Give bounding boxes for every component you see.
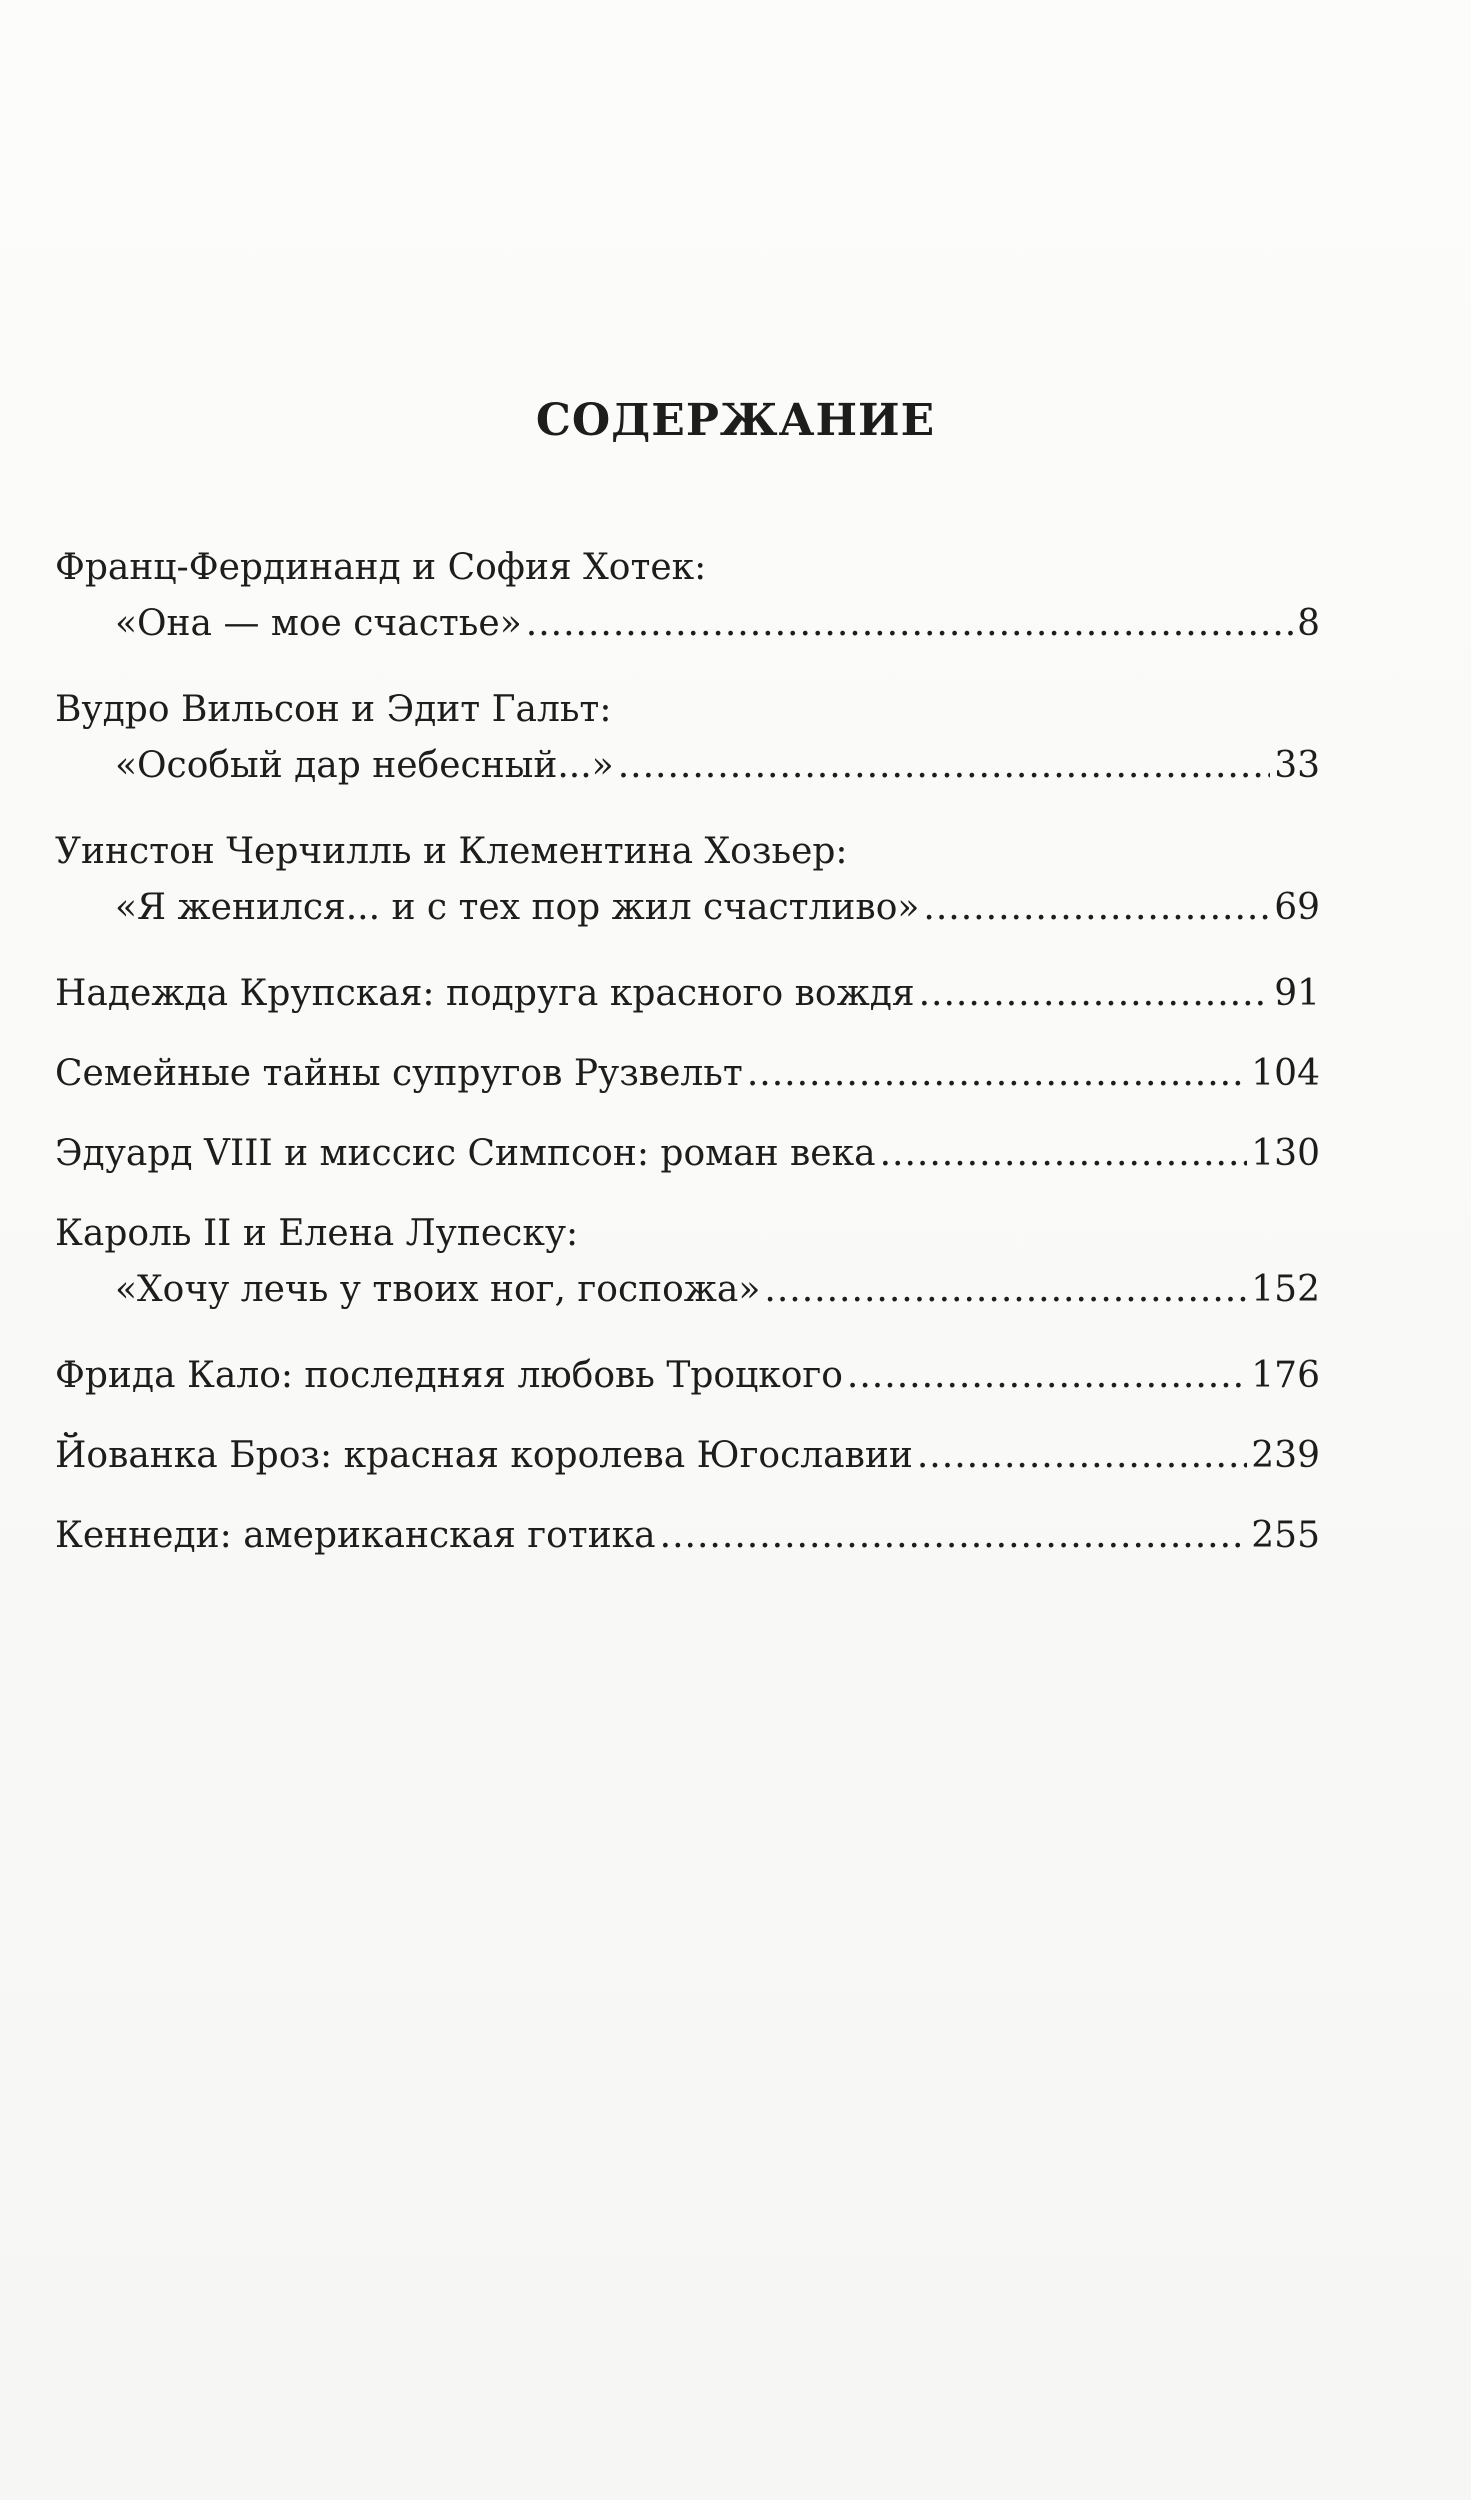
toc-dot-leader [847, 1348, 1247, 1404]
toc-entry-title: «Хочу лечь у твоих ног, госпожа» [115, 1269, 761, 1310]
toc-entry [55, 966, 1320, 1022]
toc-entry-title: «Она — мое счастье» [115, 603, 522, 644]
toc-entry-title: Йованка Броз: красная королева Югославии [55, 1435, 913, 1476]
toc-page-number: 130 [1251, 1133, 1320, 1174]
toc-page-number: 176 [1251, 1355, 1320, 1396]
toc-page-number: 33 [1274, 745, 1320, 786]
toc-entry-row [55, 1046, 1320, 1102]
toc-entry-row [55, 1508, 1320, 1564]
toc-entry [55, 1206, 1320, 1318]
toc-page-number: 8 [1297, 603, 1320, 644]
toc-entry-row [55, 966, 1320, 1022]
toc-entry [55, 1126, 1320, 1182]
toc-entry [55, 824, 1320, 936]
toc-entry-row [55, 1348, 1320, 1404]
toc-page-number: 91 [1274, 973, 1320, 1014]
toc-entry-title: «Особый дар небесный...» [115, 745, 614, 786]
toc-page-number: 152 [1251, 1269, 1320, 1310]
toc-page-number: 69 [1274, 887, 1320, 928]
toc-entry [55, 1046, 1320, 1102]
toc-entry-row [55, 596, 1320, 652]
toc-entry-row [55, 880, 1320, 936]
toc-entry-heading: Франц-Фердинанд и София Хотек: [55, 547, 707, 588]
toc-dot-leader [747, 1046, 1247, 1102]
toc-dot-leader [526, 596, 1293, 652]
toc-entry [55, 682, 1320, 794]
table-of-contents [55, 540, 1320, 1588]
toc-entry [55, 540, 1320, 652]
toc-page-number: 239 [1251, 1435, 1320, 1476]
toc-entry-row [55, 1126, 1320, 1182]
toc-dot-leader [618, 738, 1270, 794]
toc-entry-title: Эдуард VIII и миссис Симпсон: роман века [55, 1133, 876, 1174]
toc-entry-row [55, 1262, 1320, 1318]
toc-entry-title: Кеннеди: американская готика [55, 1515, 656, 1556]
toc-dot-leader [919, 966, 1271, 1022]
toc-dot-leader [917, 1428, 1247, 1484]
toc-entry-title: Надежда Крупская: подруга красного вождя [55, 973, 915, 1014]
toc-dot-leader [923, 880, 1270, 936]
toc-entry-title: Фрида Кало: последняя любовь Троцкого [55, 1355, 843, 1396]
toc-entry-title: «Я женился... и с тех пор жил счастливо» [115, 887, 920, 928]
toc-dot-leader [880, 1126, 1248, 1182]
toc-entry-heading: Уинстон Черчилль и Клементина Хозьер: [55, 831, 848, 872]
toc-entry [55, 1508, 1320, 1564]
toc-dot-leader [764, 1262, 1247, 1318]
toc-page-number: 255 [1251, 1515, 1320, 1556]
toc-entry-row [55, 738, 1320, 794]
toc-entry [55, 1428, 1320, 1484]
toc-entry [55, 1348, 1320, 1404]
toc-page-number: 104 [1251, 1053, 1320, 1094]
toc-entry-title: Семейные тайны супругов Рузвельт [55, 1053, 743, 1094]
toc-dot-leader [660, 1508, 1248, 1564]
toc-entry-heading: Вудро Вильсон и Эдит Гальт: [55, 689, 612, 730]
toc-entry-heading: Кароль II и Елена Лупеску: [55, 1213, 579, 1254]
toc-title: СОДЕРЖАНИЕ [535, 395, 936, 446]
toc-entry-row [55, 1428, 1320, 1484]
